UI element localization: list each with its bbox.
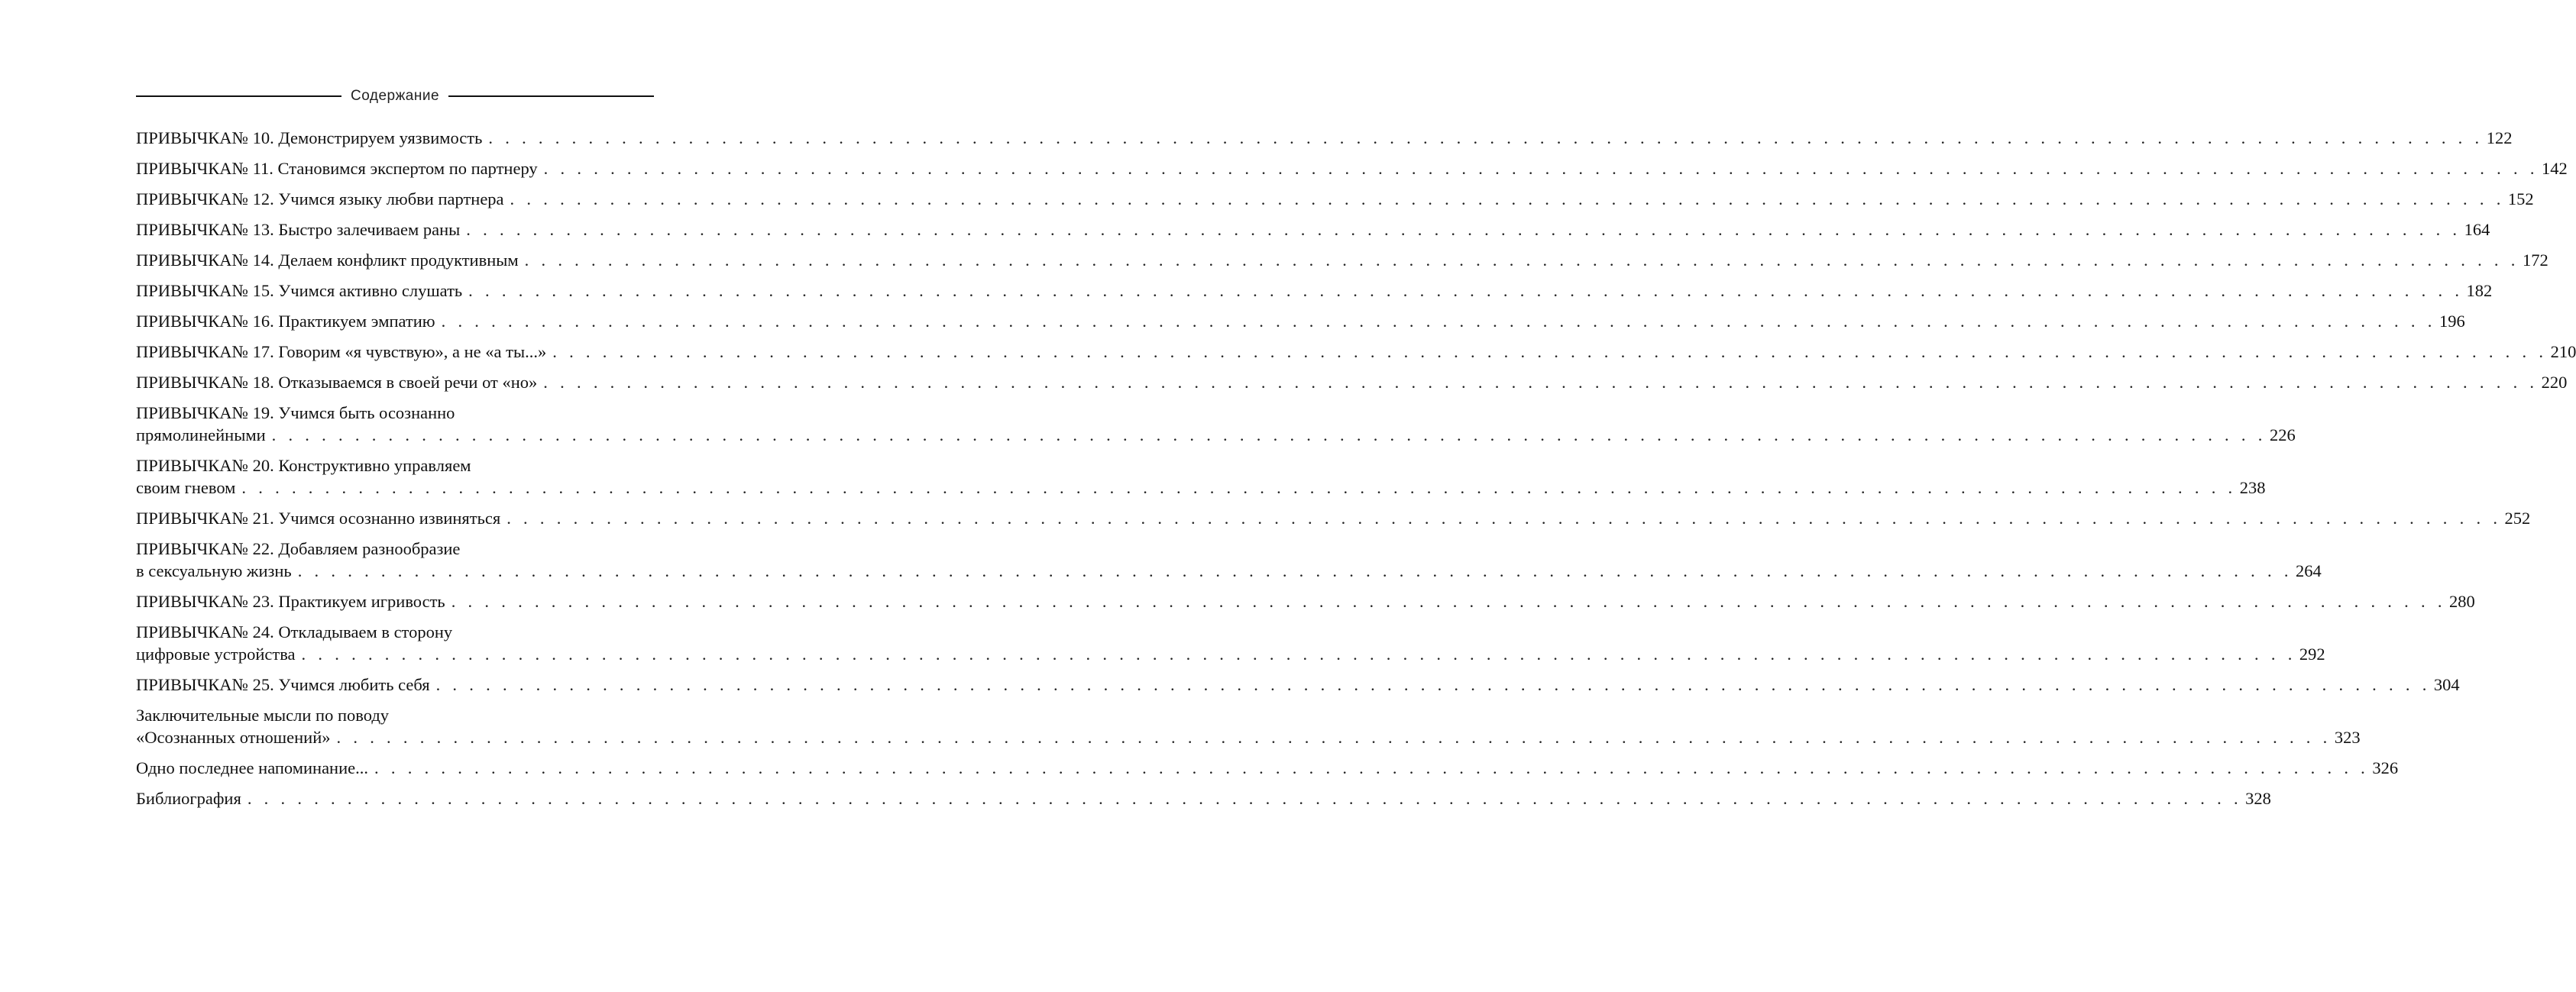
toc-entry[interactable] — [136, 371, 2568, 402]
toc-entry-title: ПРИВЫЧКА№ 15. Учимся активно слушать — [136, 281, 463, 300]
toc-entry-title: своим гневом — [136, 478, 236, 497]
toc-page-number: 264 — [2296, 561, 2322, 580]
toc-entry-line — [136, 280, 2493, 302]
toc-entry-line — [136, 560, 2322, 582]
dot-leader: . . . . . . . . . . . . . . . . . . . . . . . . . . . . . . . . . . . . . . . . . . . . . . . . . . . . . . . . . . . . . . . . . . . . . . . . . . . . . . . . . . . . . . . . . . . . . . . . . . . . . . . . . . . . . . . . . . . . . . . . — [543, 373, 2539, 392]
toc-entry-title: цифровые устройства — [136, 645, 296, 664]
toc-page-number: 252 — [2504, 509, 2531, 528]
dot-leader: . . . . . . . . . . . . . . . . . . . . . . . . . . . . . . . . . . . . . . . . . . . . . . . . . . . . . . . . . . . . . . . . . . . . . . . . . . . . . . . . . . . . . . . . . . . . . . . . . . . . . . . . . . . . . . . . . . . . . . . . — [451, 592, 2446, 611]
toc-page-number: 280 — [2449, 592, 2475, 611]
dot-leader: . . . . . . . . . . . . . . . . . . . . . . . . . . . . . . . . . . . . . . . . . . . . . . . . . . . . . . . . . . . . . . . . . . . . . . . . . . . . . . . . . . . . . . . . . . . . . . . . . . . . . . . . . . . . . . . . . . . . . . . . — [441, 312, 2436, 331]
toc-entry-title: ПРИВЫЧКА№ 12. Учимся языку любви партнера — [136, 189, 504, 208]
toc-entry-title: в сексуальную жизнь — [136, 561, 292, 580]
dot-leader: . . . . . . . . . . . . . . . . . . . . . . . . . . . . . . . . . . . . . . . . . . . . . . . . . . . . . . . . . . . . . . . . . . . . . . . . . . . . . . . . . . . . . . . . . . . . . . . . . . . . . . . . . . . . . . . . . . . . . . . . — [301, 645, 2296, 664]
toc-entry-title: ПРИВЫЧКА№ 16. Практикуем эмпатию — [136, 312, 435, 331]
toc-entry[interactable] — [136, 402, 2296, 454]
dot-leader: . . . . . . . . . . . . . . . . . . . . . . . . . . . . . . . . . . . . . . . . . . . . . . . . . . . . . . . . . . . . . . . . . . . . . . . . . . . . . . . . . . . . . . . . . . . . . . . . . . . . . . . . . . . . . . . . . . . . . . . . — [506, 509, 2502, 528]
toc-entry-title: ПРИВЫЧКА№ 25. Учимся любить себя — [136, 675, 430, 694]
toc-page-number: 226 — [2269, 425, 2296, 444]
dot-leader: . . . . . . . . . . . . . . . . . . . . . . . . . . . . . . . . . . . . . . . . . . . . . . . . . . . . . . . . . . . . . . . . . . . . . . . . . . . . . . . . . . . . . . . . . . . . . . . . . . . . . . . . . . . . . . . . . . . . . . . . — [552, 342, 2548, 361]
dot-leader: . . . . . . . . . . . . . . . . . . . . . . . . . . . . . . . . . . . . . . . . . . . . . . . . . . . . . . . . . . . . . . . . . . . . . . . . . . . . . . . . . . . . . . . . . . . . . . . . . . . . . . . . . . . . . . . . . . . . . . . . — [247, 789, 2242, 808]
toc-entry[interactable] — [136, 218, 2490, 249]
toc-entry-title: ПРИВЫЧКА№ 11. Становимся экспертом по партнеру — [136, 159, 538, 178]
running-header — [136, 87, 654, 105]
toc-entry-line — [136, 590, 2475, 612]
toc-entry-line — [136, 621, 654, 643]
dot-leader: . . . . . . . . . . . . . . . . . . . . . . . . . . . . . . . . . . . . . . . . . . . . . . . . . . . . . . . . . . . . . . . . . . . . . . . . . . . . . . . . . . . . . . . . . . . . . . . . . . . . . . . . . . . . . . . . . . . . . . . . — [297, 561, 2293, 580]
toc-page-number: 164 — [2464, 220, 2490, 239]
toc-entry[interactable] — [136, 538, 2322, 590]
toc-entry-title: Библиография — [136, 789, 241, 808]
toc-entry[interactable] — [136, 507, 2531, 538]
toc-entry-line — [136, 477, 2266, 499]
toc-page-number: 182 — [2466, 281, 2493, 300]
dot-leader: . . . . . . . . . . . . . . . . . . . . . . . . . . . . . . . . . . . . . . . . . . . . . . . . . . . . . . . . . . . . . . . . . . . . . . . . . . . . . . . . . . . . . . . . . . . . . . . . . . . . . . . . . . . . . . . . . . . . . . . . — [510, 189, 2505, 208]
toc-entry-title: ПРИВЫЧКА№ 19. Учимся быть осознанно — [136, 403, 455, 422]
toc-page-number: 142 — [2542, 159, 2568, 178]
toc-entry-line — [136, 726, 2361, 748]
toc-page-number: 328 — [2245, 789, 2271, 808]
toc-entry[interactable] — [136, 674, 2460, 704]
toc-entry-line — [136, 643, 2325, 665]
toc-entry-line — [136, 757, 2399, 779]
toc-entry-line — [136, 674, 2460, 696]
toc-entry-line — [136, 507, 2531, 529]
dot-leader: . . . . . . . . . . . . . . . . . . . . . . . . . . . . . . . . . . . . . . . . . . . . . . . . . . . . . . . . . . . . . . . . . . . . . . . . . . . . . . . . . . . . . . . . . . . . . . . . . . . . . . . . . . . . . . . . . . . . . . . . — [524, 250, 2519, 270]
toc-entry-title: ПРИВЫЧКА№ 18. Отказываемся в своей речи от «но» — [136, 373, 538, 392]
toc-entry[interactable] — [136, 127, 2513, 157]
header-rule-right — [448, 95, 654, 97]
dot-leader: . . . . . . . . . . . . . . . . . . . . . . . . . . . . . . . . . . . . . . . . . . . . . . . . . . . . . . . . . . . . . . . . . . . . . . . . . . . . . . . . . . . . . . . . . . . . . . . . . . . . . . . . . . . . . . . . . . . . . . . . — [241, 478, 2237, 497]
toc-entry-line — [136, 127, 2513, 149]
toc-page-number: 122 — [2486, 128, 2513, 147]
toc-entry[interactable] — [136, 157, 2568, 188]
toc-entry-title: ПРИВЫЧКА№ 17. Говорим «я чувствую», а не «а ты...» — [136, 342, 547, 361]
toc-entry[interactable] — [136, 787, 2271, 818]
toc-entry-line — [136, 402, 654, 424]
toc-entry[interactable] — [136, 310, 2465, 341]
toc-entry[interactable] — [136, 280, 2493, 310]
toc-page-number: 210 — [2550, 342, 2576, 361]
toc-entry[interactable] — [136, 590, 2475, 621]
toc-page-number: 323 — [2334, 728, 2361, 747]
dot-leader: . . . . . . . . . . . . . . . . . . . . . . . . . . . . . . . . . . . . . . . . . . . . . . . . . . . . . . . . . . . . . . . . . . . . . . . . . . . . . . . . . . . . . . . . . . . . . . . . . . . . . . . . . . . . . . . . . . . . . . . . — [271, 425, 2267, 444]
toc-entry[interactable] — [136, 454, 2266, 507]
toc-entry-line — [136, 787, 2271, 809]
dot-leader: . . . . . . . . . . . . . . . . . . . . . . . . . . . . . . . . . . . . . . . . . . . . . . . . . . . . . . . . . . . . . . . . . . . . . . . . . . . . . . . . . . . . . . . . . . . . . . . . . . . . . . . . . . . . . . . . . . . . . . . . — [435, 675, 2431, 694]
toc-entry-line — [136, 538, 654, 560]
toc-entry-title: Заключительные мысли по поводу — [136, 706, 390, 725]
toc-entry-line — [136, 310, 2465, 332]
toc-entry-title: ПРИВЫЧКА№ 14. Делаем конфликт продуктивным — [136, 250, 519, 270]
toc-entry[interactable] — [136, 704, 2361, 757]
toc-entry[interactable] — [136, 341, 2576, 371]
toc-entry[interactable] — [136, 757, 2399, 787]
toc-entry-title: ПРИВЫЧКА№ 20. Конструктивно управляем — [136, 456, 471, 475]
toc-entry-line — [136, 371, 2568, 393]
toc-entry-title: ПРИВЫЧКА№ 13. Быстро залечиваем раны — [136, 220, 461, 239]
toc-entry-line — [136, 188, 2534, 210]
toc-page-number: 238 — [2239, 478, 2266, 497]
toc-entry-line — [136, 218, 2490, 241]
toc-entry-line — [136, 341, 2576, 363]
toc-entry-line — [136, 157, 2568, 179]
toc-entry-title: ПРИВЫЧКА№ 22. Добавляем разнообразие — [136, 539, 461, 558]
toc-entry-title: ПРИВЫЧКА№ 23. Практикуем игривость — [136, 592, 445, 611]
dot-leader: . . . . . . . . . . . . . . . . . . . . . . . . . . . . . . . . . . . . . . . . . . . . . . . . . . . . . . . . . . . . . . . . . . . . . . . . . . . . . . . . . . . . . . . . . . . . . . . . . . . . . . . . . . . . . . . . . . . . . . . . — [488, 128, 2484, 147]
toc-entry-title: ПРИВЫЧКА№ 24. Откладываем в сторону — [136, 622, 453, 641]
toc-entry-title: ПРИВЫЧКА№ 21. Учимся осознанно извиняться — [136, 509, 501, 528]
toc-entry-line — [136, 424, 2296, 446]
dot-leader: . . . . . . . . . . . . . . . . . . . . . . . . . . . . . . . . . . . . . . . . . . . . . . . . . . . . . . . . . . . . . . . . . . . . . . . . . . . . . . . . . . . . . . . . . . . . . . . . . . . . . . . . . . . . . . . . . . . . . . . . — [374, 758, 2370, 777]
dot-leader: . . . . . . . . . . . . . . . . . . . . . . . . . . . . . . . . . . . . . . . . . . . . . . . . . . . . . . . . . . . . . . . . . . . . . . . . . . . . . . . . . . . . . . . . . . . . . . . . . . . . . . . . . . . . . . . . . . . . . . . . — [543, 159, 2539, 178]
table-of-contents — [136, 127, 2576, 818]
toc-entry-line — [136, 704, 654, 726]
toc-page-number: 220 — [2541, 373, 2568, 392]
dot-leader: . . . . . . . . . . . . . . . . . . . . . . . . . . . . . . . . . . . . . . . . . . . . . . . . . . . . . . . . . . . . . . . . . . . . . . . . . . . . . . . . . . . . . . . . . . . . . . . . . . . . . . . . . . . . . . . . . . . . . . . . — [336, 728, 2332, 747]
toc-page-number: 326 — [2372, 758, 2399, 777]
toc-entry[interactable] — [136, 188, 2534, 218]
toc-page-number: 152 — [2507, 189, 2534, 208]
header-rule-left — [136, 95, 341, 97]
toc-entry[interactable] — [136, 621, 2325, 674]
dot-leader: . . . . . . . . . . . . . . . . . . . . . . . . . . . . . . . . . . . . . . . . . . . . . . . . . . . . . . . . . . . . . . . . . . . . . . . . . . . . . . . . . . . . . . . . . . . . . . . . . . . . . . . . . . . . . . . . . . . . . . . . — [466, 220, 2461, 239]
toc-entry-line — [136, 249, 2548, 271]
toc-entry-title: прямолинейными — [136, 425, 266, 444]
toc-entry-title: ПРИВЫЧКА№ 10. Демонстрируем уязвимость — [136, 128, 483, 147]
toc-page-number: 196 — [2438, 312, 2465, 331]
toc-page-number: 304 — [2433, 675, 2460, 694]
toc-page-number: 292 — [2299, 645, 2325, 664]
toc-entry-title: Одно последнее напоминание... — [136, 758, 369, 777]
header-title: Содержание — [350, 88, 440, 104]
toc-entry-title: «Осознанных отношений» — [136, 728, 331, 747]
toc-entry-line — [136, 454, 654, 477]
toc-page-number: 172 — [2522, 250, 2548, 270]
toc-entry[interactable] — [136, 249, 2548, 280]
dot-leader: . . . . . . . . . . . . . . . . . . . . . . . . . . . . . . . . . . . . . . . . . . . . . . . . . . . . . . . . . . . . . . . . . . . . . . . . . . . . . . . . . . . . . . . . . . . . . . . . . . . . . . . . . . . . . . . . . . . . . . . . — [468, 281, 2464, 300]
